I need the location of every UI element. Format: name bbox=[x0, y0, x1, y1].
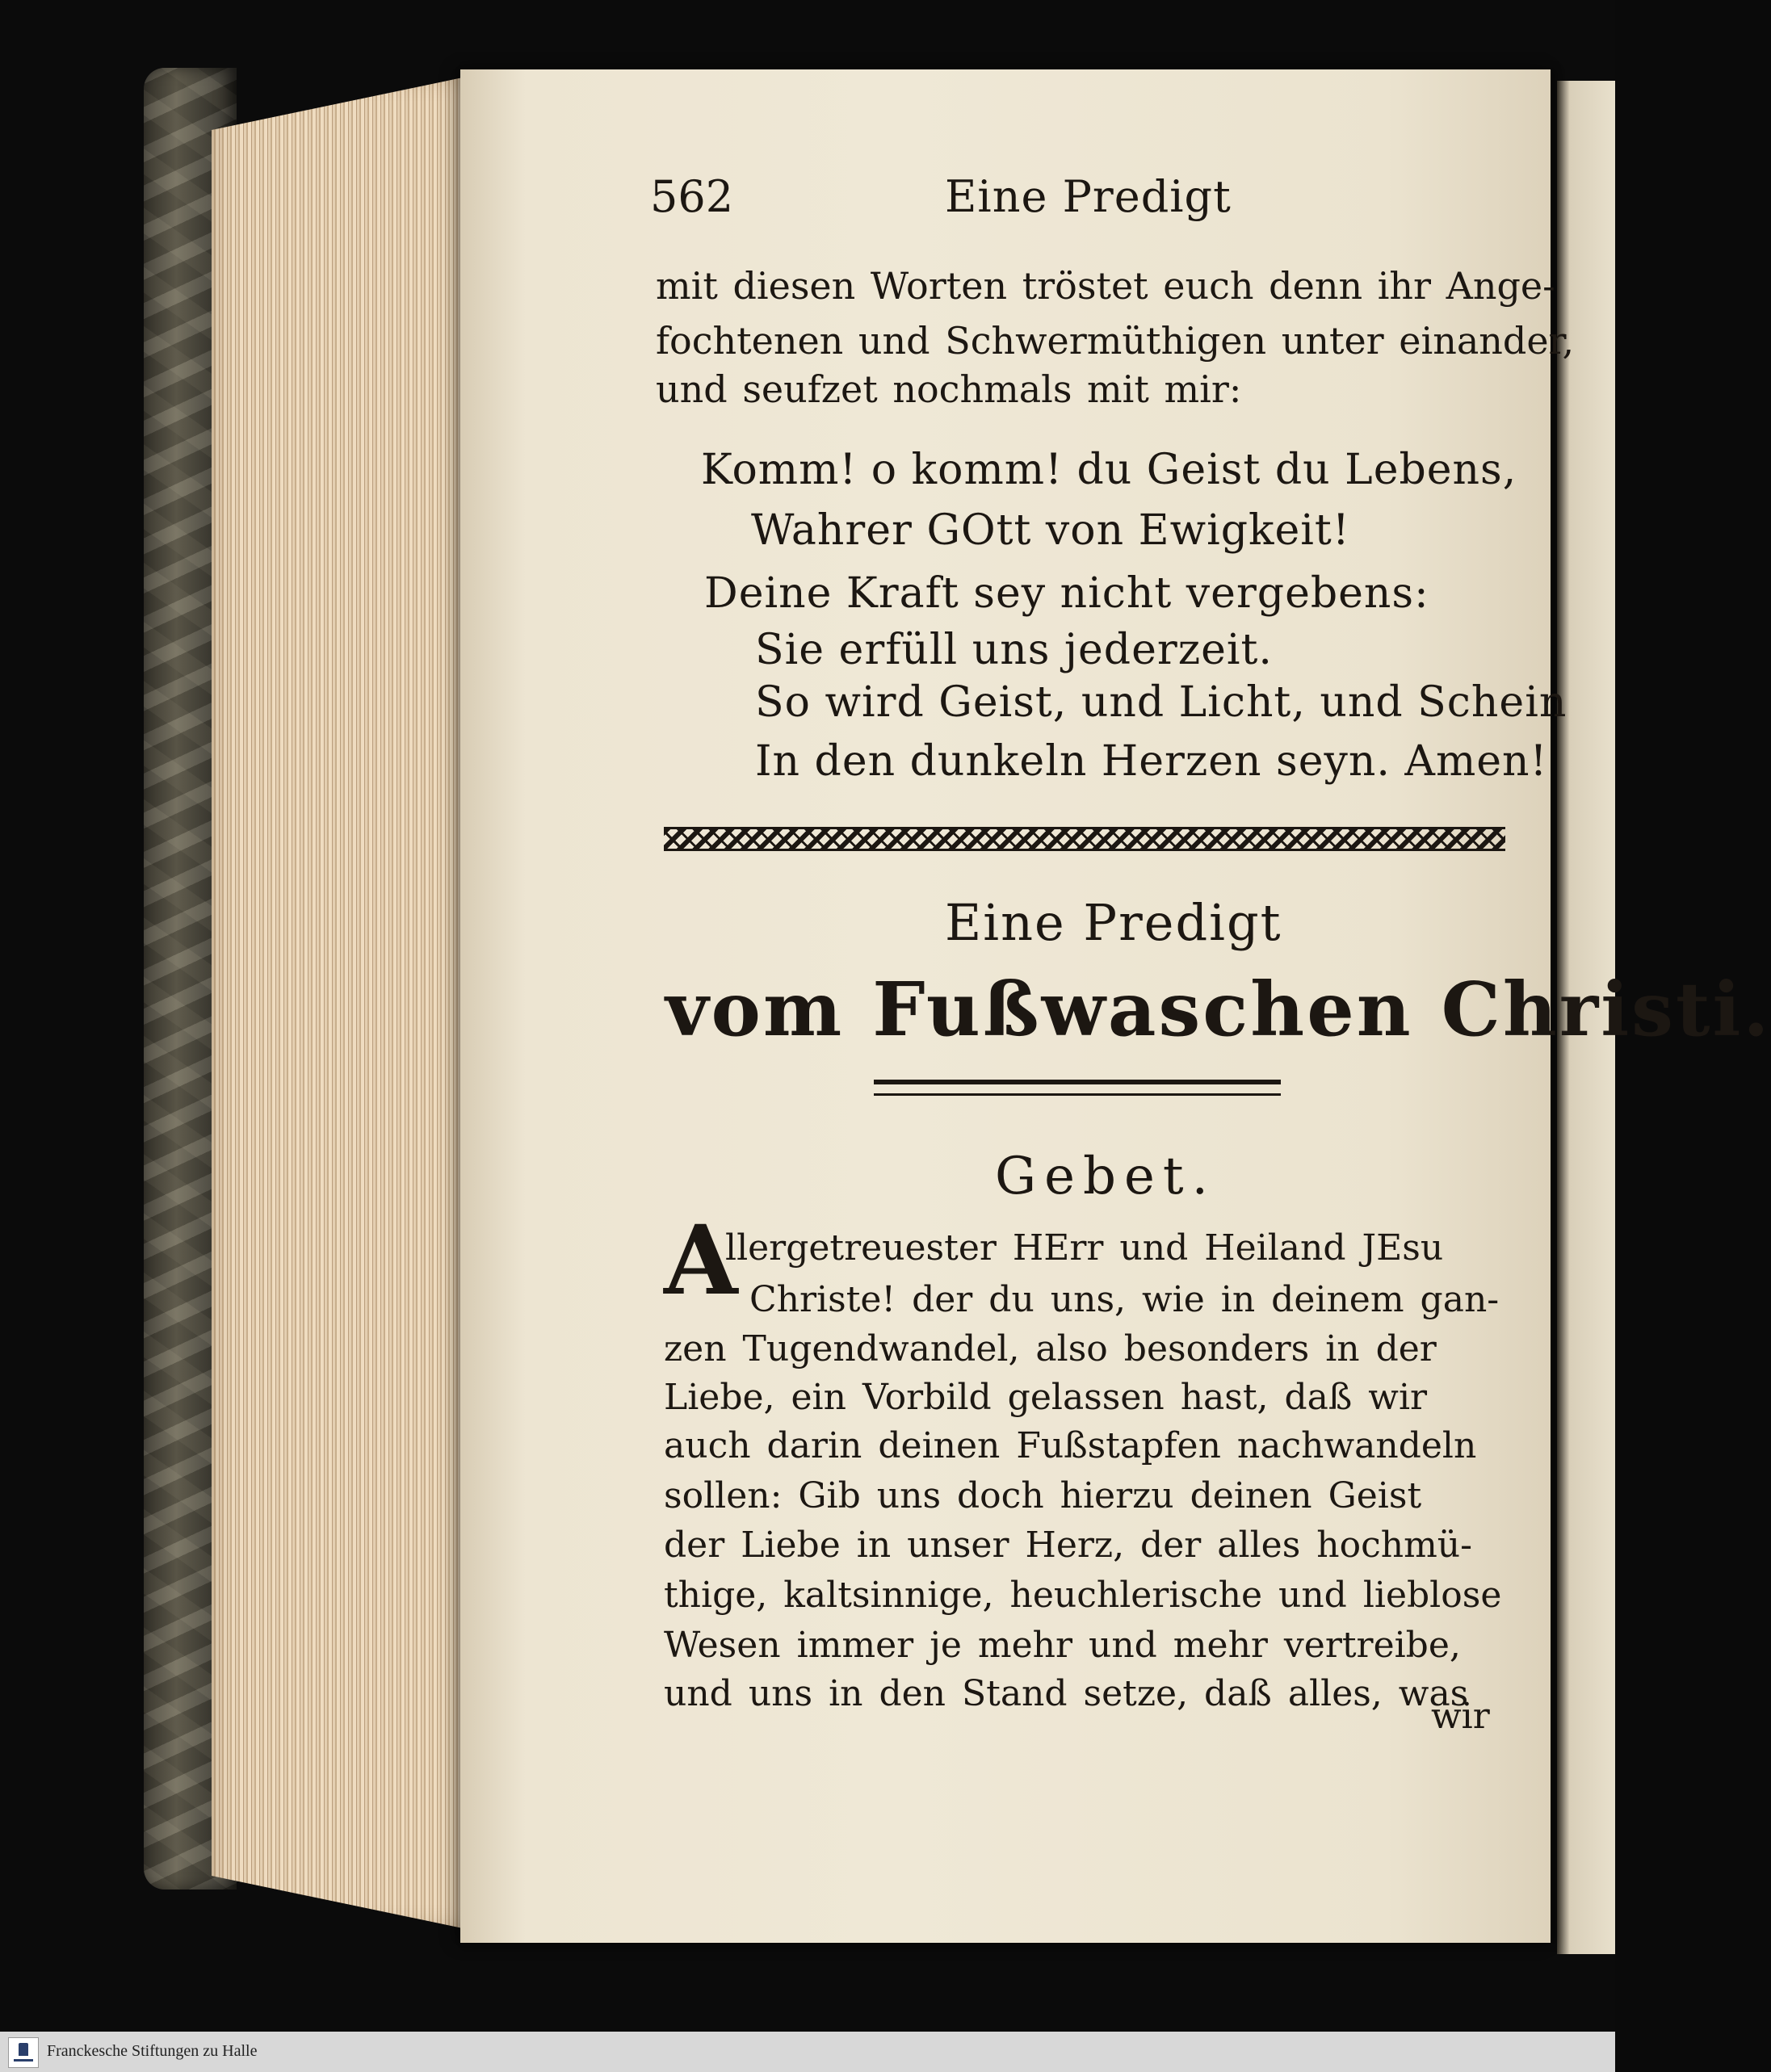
prayer-line: auch darin deinen Fußstapfen nachwandeln bbox=[664, 1425, 1477, 1466]
verse-line: In den dunkeln Herzen seyn. Amen! bbox=[755, 737, 1548, 786]
prayer-line: zen Tugendwandel, also besonders in der bbox=[664, 1328, 1437, 1369]
sermon-title-large: vom Fußwaschen Christi. bbox=[665, 966, 1771, 1053]
double-rule bbox=[874, 1080, 1281, 1096]
ornamental-divider bbox=[664, 827, 1505, 851]
institution-name[interactable]: Franckesche Stiftungen zu Halle bbox=[47, 2042, 258, 2060]
institution-logo-icon[interactable] bbox=[8, 2037, 39, 2068]
running-head: Eine Predigt bbox=[945, 171, 1232, 222]
prayer-line: der Liebe in unser Herz, der alles hochmü- bbox=[664, 1525, 1472, 1566]
catchword: wir bbox=[1431, 1696, 1490, 1737]
prayer-line: sollen: Gib uns doch hierzu deinen Geist bbox=[664, 1475, 1422, 1516]
verse-line: Wahrer GOtt von Ewigkeit! bbox=[751, 506, 1350, 555]
body-line: und seufzet nochmals mit mir: bbox=[656, 367, 1242, 411]
prayer-heading: Gebet. bbox=[995, 1147, 1216, 1206]
verse-line: Komm! o komm! du Geist du Lebens, bbox=[701, 446, 1517, 494]
body-line: fochtenen und Schwermüthigen unter einander, bbox=[656, 319, 1575, 363]
drop-initial: A bbox=[664, 1204, 738, 1316]
prayer-line: Wesen immer je mehr und mehr vertreibe, bbox=[664, 1625, 1461, 1666]
page-edges bbox=[212, 74, 478, 1931]
prayer-line: Christe! der du uns, wie in deinem gan- bbox=[749, 1279, 1500, 1320]
verse-line: Deine Kraft sey nicht vergebens: bbox=[704, 569, 1429, 618]
body-line: mit diesen Worten tröstet euch denn ihr Ange- bbox=[656, 264, 1555, 308]
prayer-line: Liebe, ein Vorbild gelassen hast, daß wir bbox=[664, 1377, 1428, 1418]
verse-line: Sie erfüll uns jederzeit. bbox=[755, 626, 1273, 674]
footer-bar bbox=[0, 2032, 1615, 2072]
prayer-line: thige, kaltsinnige, heuchlerische und lieblose bbox=[664, 1575, 1502, 1616]
verse-line: So wird Geist, und Licht, und Schein bbox=[755, 678, 1567, 727]
prayer-line: und uns in den Stand setze, daß alles, was bbox=[664, 1673, 1469, 1714]
prayer-line: llergetreuester HErr und Heiland JEsu bbox=[725, 1227, 1444, 1269]
sermon-title-small: Eine Predigt bbox=[945, 893, 1282, 952]
page-number: 562 bbox=[650, 171, 734, 222]
